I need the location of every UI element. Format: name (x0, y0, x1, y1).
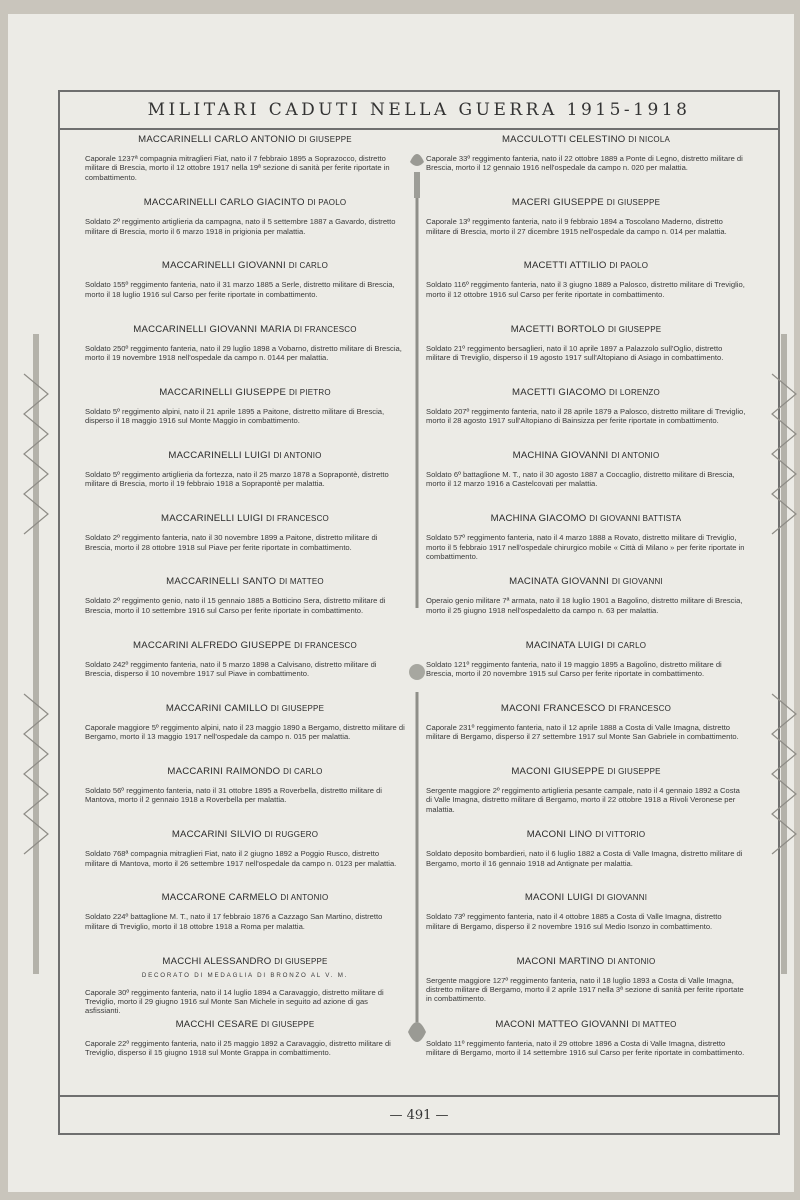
entry-surname: MACINATA LUIGI (525, 639, 604, 651)
entry-name (426, 260, 746, 271)
entry-name (85, 703, 405, 714)
entry-patronymic: DI GIOVANNI (596, 893, 648, 903)
entry-surname: MACINATA GIOVANNI (509, 576, 610, 588)
entry-name (426, 576, 746, 587)
left-decorative-banner (22, 334, 50, 974)
entry-patronymic: DI GIUSEPPE (607, 767, 661, 776)
entry-name (426, 324, 746, 335)
entry-name (426, 134, 746, 145)
casualty-entry (85, 134, 405, 182)
entry-description: Soldato 250º reggimento fanteria, nato il 29 luglio 1898 a Vobarno, distretto militare di Brescia, morto il 19 novembre 1918 nell'ospedale da campo n. 0144 per malattia. (85, 343, 402, 362)
casualty-entry (426, 576, 746, 615)
entry-surname: MACCARINI CAMILLO (165, 702, 268, 714)
entry-description: Soldato 6º battaglione M. T., nato il 30 agosto 1887 a Coccaglio, distretto militare di Brescia, morto il 12 marzo 1916 a Castelcovati per malattia. (426, 470, 735, 489)
entry-description: Operaio genio militare 7ª armata, nato il 18 luglio 1901 a Bagolino, distretto militare di Brescia, morto il 25 giugno 1918 nell'ospedaletto da campo n. 63 per malattia. (426, 596, 743, 615)
entry-patronymic: DI MATTEO (279, 577, 324, 587)
entry-surname: MACCARINI RAIMONDO (167, 766, 281, 777)
casualty-entry (85, 703, 405, 742)
entry-name (426, 197, 746, 208)
entry-description: Caporale 231º reggimento fanteria, nato il 12 aprile 1888 a Costa di Valle Imagna, distretto militare di Bergamo, disperso il 27 settembre 1917 sul Monte San Gabriele in combattimento. (426, 722, 739, 742)
entry-description: Soldato 5º reggimento artiglieria da fortezza, nato il 25 marzo 1878 a Soprapontè, distretto militare di Brescia, morto il 19 febbraio 1918 a Soprapontè per malattia. (85, 470, 389, 489)
entry-surname: MACONI LUIGI (524, 892, 594, 904)
entry-patronymic: DI PAOLO (307, 198, 347, 208)
entry-patronymic: DI LORENZO (609, 387, 660, 397)
entry-description: Soldato 56º reggimento fanteria, nato il 31 ottobre 1895 a Roverbella, distretto militare di Mantova, morto il 2 gennaio 1918 a Roverbella per malattia. (85, 786, 382, 805)
entry-description: Caporale 13º reggimento fanteria, nato il 9 febbraio 1894 a Toscolano Maderno, distretto militare di Brescia, morto il 27 dicembre 1915 nell'ospedale da campo n. 014 per malattia. (426, 217, 727, 236)
casualty-entry (426, 450, 746, 489)
entry-name (85, 892, 405, 903)
entry-name (426, 766, 746, 777)
entry-name (85, 260, 405, 271)
page-number: — 491 — (60, 1095, 778, 1133)
entry-surname: MACCARINELLI GIOVANNI (161, 260, 286, 272)
entry-patronymic: DI GIUSEPPE (270, 703, 325, 713)
entry-description: Soldato 207º reggimento fanteria, nato il 28 aprile 1879 a Palosco, distretto militare di Treviglio, morto il 28 agosto 1917 sull'Altopiano di Bainsizza per ferite riportate in combattimento. (426, 406, 746, 426)
header-bar (60, 92, 778, 130)
entry-description: Soldato 11º reggimento fanteria, nato il 29 ottobre 1896 a Costa di Valle Imagna, distretto militare di Bergamo, morto il 14 settembre 1916 sul Carso per ferite riportate in combattimento. (426, 1038, 745, 1058)
entry-description: Soldato 116º reggimento fanteria, nato il 3 giugno 1889 a Palosco, distretto militare di Treviglio, morto il 12 ottobre 1916 sul Carso per ferite riportate in combattimento. (426, 280, 745, 299)
entry-surname: MACCARINI ALFREDO GIUSEPPE (133, 639, 292, 651)
entry-description: Caporale 1237ª compagnia mitraglieri Fiat, nato il 7 febbraio 1895 a Soprazocco, distretto militare di Brescia, morto il 12 ottobre 1917 nella 19ª sezione di sanità per ferite riportate in combattimento. (85, 154, 390, 182)
entry-patronymic: DI CARLO (288, 261, 329, 271)
flagpole-ornament (406, 152, 428, 1052)
entry-patronymic: DI GIUSEPPE (298, 135, 352, 144)
entry-patronymic: DI GIUSEPPE (274, 956, 328, 966)
casualty-entry (426, 1019, 746, 1058)
entry-description: Soldato 21º reggimento bersaglieri, nato il 10 aprile 1897 a Palazzolo sull'Oglio, distretto militare di Treviglio, disperso il 19 agosto 1917 sull'Altopiano di Asiago in combattimento. (426, 343, 724, 362)
entry-surname: MACONI GIUSEPPE (511, 766, 605, 777)
entry-description: Soldato 5º reggimento alpini, nato il 21 aprile 1895 a Paitone, distretto militare di Brescia, disperso il 18 maggio 1916 sul Monte Maggio in combattimento. (85, 406, 385, 426)
entry-description: Soldato 2º reggimento fanteria, nato il 30 novembre 1899 a Paitone, distretto militare di Brescia, morto il 28 ottobre 1918 sul Piave per ferite riportate in combattimento. (85, 533, 378, 552)
page-frame (58, 90, 780, 1135)
entry-surname: MACCARINELLI CARLO ANTONIO (138, 134, 296, 145)
entry-name (426, 513, 746, 524)
entry-patronymic: DI FRANCESCO (293, 324, 357, 334)
entry-surname: MACCHI ALESSANDRO (162, 955, 272, 967)
entry-patronymic: DI GIOVANNI (611, 577, 663, 587)
entry-surname: MACCARINI SILVIO (171, 829, 262, 841)
entry-description: Soldato 2º reggimento genio, nato il 15 gennaio 1885 a Botticino Sera, distretto militare di Brescia, morto il 10 settembre 1916 sul Carso per ferite riportate in combattimento. (85, 596, 386, 615)
casualty-entry (85, 892, 405, 931)
entry-patronymic: DI GIUSEPPE (261, 1019, 315, 1029)
casualty-entry (85, 387, 405, 426)
casualty-entry (426, 134, 746, 173)
entry-surname: MACONI MARTINO (516, 955, 605, 967)
page-sheet (8, 14, 794, 1192)
entry-patronymic: DI ANTONIO (607, 956, 656, 966)
entry-patronymic: DI MATTEO (631, 1019, 677, 1029)
entry-patronymic: DI GIUSEPPE (606, 198, 661, 208)
entry-description: Soldato 57º reggimento fanteria, nato il 4 marzo 1888 a Rovato, distretto militare di Treviglio, morto il 5 febbraio 1917 nell'ospedale chirurgico mobile « Città di Milano » per ferite riportate in combattimento. (426, 533, 745, 561)
entry-name (426, 640, 746, 651)
casualty-entry (85, 324, 405, 363)
entry-surname: MACONI MATTEO GIOVANNI (495, 1018, 629, 1030)
entry-surname: MACERI GIUSEPPE (511, 197, 604, 209)
entry-surname: MACCARINELLI CARLO GIACINTO (143, 197, 305, 209)
casualty-entry (85, 576, 405, 615)
casualty-entry (85, 197, 405, 236)
entry-name (85, 766, 405, 777)
entry-description: Soldato 224º battaglione M. T., nato il 17 febbraio 1876 a Cazzago San Martino, distretto militare di Treviglio, morto il 18 ottobre 1918 a Roma per malattia. (85, 912, 383, 931)
entry-description: Caporale 33º reggimento fanteria, nato il 22 ottobre 1889 a Ponte di Legno, distretto militare di Brescia, morto il 12 gennaio 1916 nell'ospedale da campo n. 020 per malattia. (426, 154, 743, 173)
entry-name (85, 576, 405, 587)
casualty-entry (85, 260, 405, 299)
casualty-entry (426, 260, 746, 299)
entry-name (426, 387, 746, 398)
entry-name (85, 513, 405, 524)
casualty-entry (85, 640, 405, 679)
entry-name (426, 956, 746, 967)
entry-description: Soldato 155º reggimento fanteria, nato il 31 marzo 1885 a Serle, distretto militare di Brescia, morto il 18 luglio 1916 sul Carso per ferite riportate in combattimento. (85, 280, 395, 299)
right-decorative-banner (770, 334, 798, 974)
entry-patronymic: DI RUGGERO (264, 830, 319, 840)
casualty-entry (85, 829, 405, 868)
casualty-entry (426, 324, 746, 363)
entry-surname: MACETTI BORTOLO (510, 323, 606, 335)
casualty-entry (426, 703, 746, 742)
entry-name (85, 134, 405, 145)
entry-name (85, 829, 405, 840)
entry-surname: MACCARINELLI GIUSEPPE (159, 386, 287, 398)
entry-name (426, 1019, 746, 1030)
casualty-entry (85, 1019, 405, 1058)
entry-name (85, 197, 405, 208)
casualty-entry (85, 766, 405, 805)
entry-description: Soldato 768ª compagnia mitraglieri Fiat, nato il 2 giugno 1892 a Poggio Rusco, distretto militare di Mantova, morto il 26 settembre 1917 nell'ospedale da campo n. 0123 per malattia. (85, 849, 397, 868)
entry-name (426, 703, 746, 714)
entry-surname: MACCARINELLI GIOVANNI MARIA (133, 323, 291, 335)
entry-patronymic: DI FRANCESCO (294, 640, 357, 650)
casualty-entry (426, 892, 746, 931)
entry-surname: MACCARONE CARMELO (161, 892, 278, 904)
entry-patronymic: DI PIETRO (288, 387, 331, 397)
casualty-entry (426, 513, 746, 561)
entry-surname: MACCARINELLI SANTO (166, 576, 277, 588)
entry-description: Sergente maggiore 2º reggimento artiglieria pesante campale, nato il 4 gennaio 1892 a Costa di Valle Imagna, distretto militare di Bergamo, morto il 22 ottobre 1918 a Rivoli Veronese per malattia. (426, 786, 740, 814)
entry-description: Soldato 242º reggimento fanteria, nato il 5 marzo 1898 a Calvisano, distretto militare di Brescia, disperso il 10 novembre 1917 sul Piave in combattimento. (85, 659, 377, 678)
entry-patronymic: DI PAOLO (609, 261, 649, 271)
entry-patronymic: DI ANTONIO (273, 451, 322, 460)
entry-name (426, 829, 746, 840)
entry-description: Soldato 73º reggimento fanteria, nato il 4 ottobre 1885 a Costa di Valle Imagna, distretto militare di Bergamo, disperso il 2 novembre 1916 sul Medio Isonzo in combattimento. (426, 912, 722, 931)
entry-surname: MACETTI ATTILIO (523, 260, 607, 272)
entry-surname: MACONI FRANCESCO (500, 702, 606, 714)
entry-description: Sergente maggiore 127º reggimento fanteria, nato il 18 luglio 1893 a Costa di Valle Imagna, distretto militare di Bergamo, morto il 2 aprile 1917 nella 3ª sezione di sanità per ferite riportate in combattimento. (426, 975, 744, 1004)
entry-description: Caporale 30º reggimento fanteria, nato il 14 luglio 1894 a Caravaggio, distretto militare di Treviglio, morto il 29 giugno 1916 sul Monte San Michele in seguito ad azione di gas asfissianti. (85, 987, 384, 1016)
entry-description: Caporale maggiore 5º reggimento alpini, nato il 23 maggio 1890 a Bergamo, distretto militare di Bergamo, morto il 13 maggio 1917 nell'ospedale da campo n. 015 per malattia. (85, 722, 405, 742)
casualty-entry (426, 640, 746, 679)
entry-patronymic: DI ANTONIO (611, 451, 660, 460)
entry-description: Caporale 22º reggimento fanteria, nato il 25 maggio 1892 a Caravaggio, distretto militare di Treviglio, disperso il 15 giugno 1918 sul Monte Grappa in combattimento. (85, 1038, 391, 1058)
entry-description: Soldato 2º reggimento artiglieria da campagna, nato il 5 settembre 1887 a Gavardo, distretto militare di Brescia, morto il 6 marzo 1918 in prigionia per malattia. (85, 217, 396, 236)
entry-patronymic: DI ANTONIO (280, 893, 329, 903)
entry-surname: MACCARINELLI LUIGI (161, 513, 264, 525)
casualty-entry (426, 956, 746, 1004)
page-title: MILITARI CADUTI NELLA GUERRA 1915-1918 (147, 100, 691, 120)
entry-name (85, 640, 405, 651)
entry-name (85, 450, 405, 461)
entry-patronymic: DI NICOLA (628, 135, 671, 144)
entry-patronymic: DI VITTORIO (595, 830, 646, 840)
casualty-entry (426, 387, 746, 426)
entry-patronymic: DI FRANCESCO (266, 514, 329, 524)
entry-name (426, 892, 746, 903)
entry-description: Soldato 121º reggimento fanteria, nato il 19 maggio 1895 a Bagolino, distretto militare di Brescia, morto il 20 novembre 1915 sul Carso per ferite riportate in combattimento. (426, 659, 722, 678)
casualty-entry (426, 197, 746, 236)
entry-name (85, 956, 405, 967)
entry-patronymic: DI GIUSEPPE (607, 324, 662, 334)
entry-surname: MACCARINELLI LUIGI (168, 450, 271, 461)
entry-patronymic: DI GIOVANNI BATTISTA (589, 514, 682, 524)
entry-patronymic: DI FRANCESCO (608, 703, 672, 713)
entry-surname: MACHINA GIOVANNI (512, 450, 609, 461)
casualty-entry (85, 956, 405, 1016)
entry-name (426, 450, 746, 461)
entry-patronymic: DI CARLO (606, 640, 647, 650)
casualty-entry (85, 450, 405, 489)
entry-surname: MACCULOTTI CELESTINO (501, 134, 626, 145)
casualty-entry (426, 829, 746, 868)
left-column (85, 134, 405, 1084)
right-column (426, 134, 746, 1084)
entry-name (85, 387, 405, 398)
entry-surname: MACETTI GIACOMO (512, 386, 607, 398)
entry-surname: MACHINA GIACOMO (490, 513, 587, 525)
casualty-entry (85, 513, 405, 552)
entry-description: Soldato deposito bombardieri, nato il 6 luglio 1882 a Costa di Valle Imagna, distretto militare di Bergamo, morto il 16 gennaio 1918 ad Antignate per malattia. (426, 849, 743, 868)
entry-surname: MACONI LINO (526, 829, 593, 841)
entry-name (85, 1019, 405, 1030)
entry-surname: MACCHI CESARE (175, 1018, 259, 1030)
entry-patronymic: DI CARLO (283, 767, 323, 776)
entry-decoration-note: DECORATO DI MEDAGLIA DI BRONZO AL V. M. (141, 971, 349, 979)
casualty-entry (426, 766, 746, 814)
entry-name (85, 324, 405, 335)
